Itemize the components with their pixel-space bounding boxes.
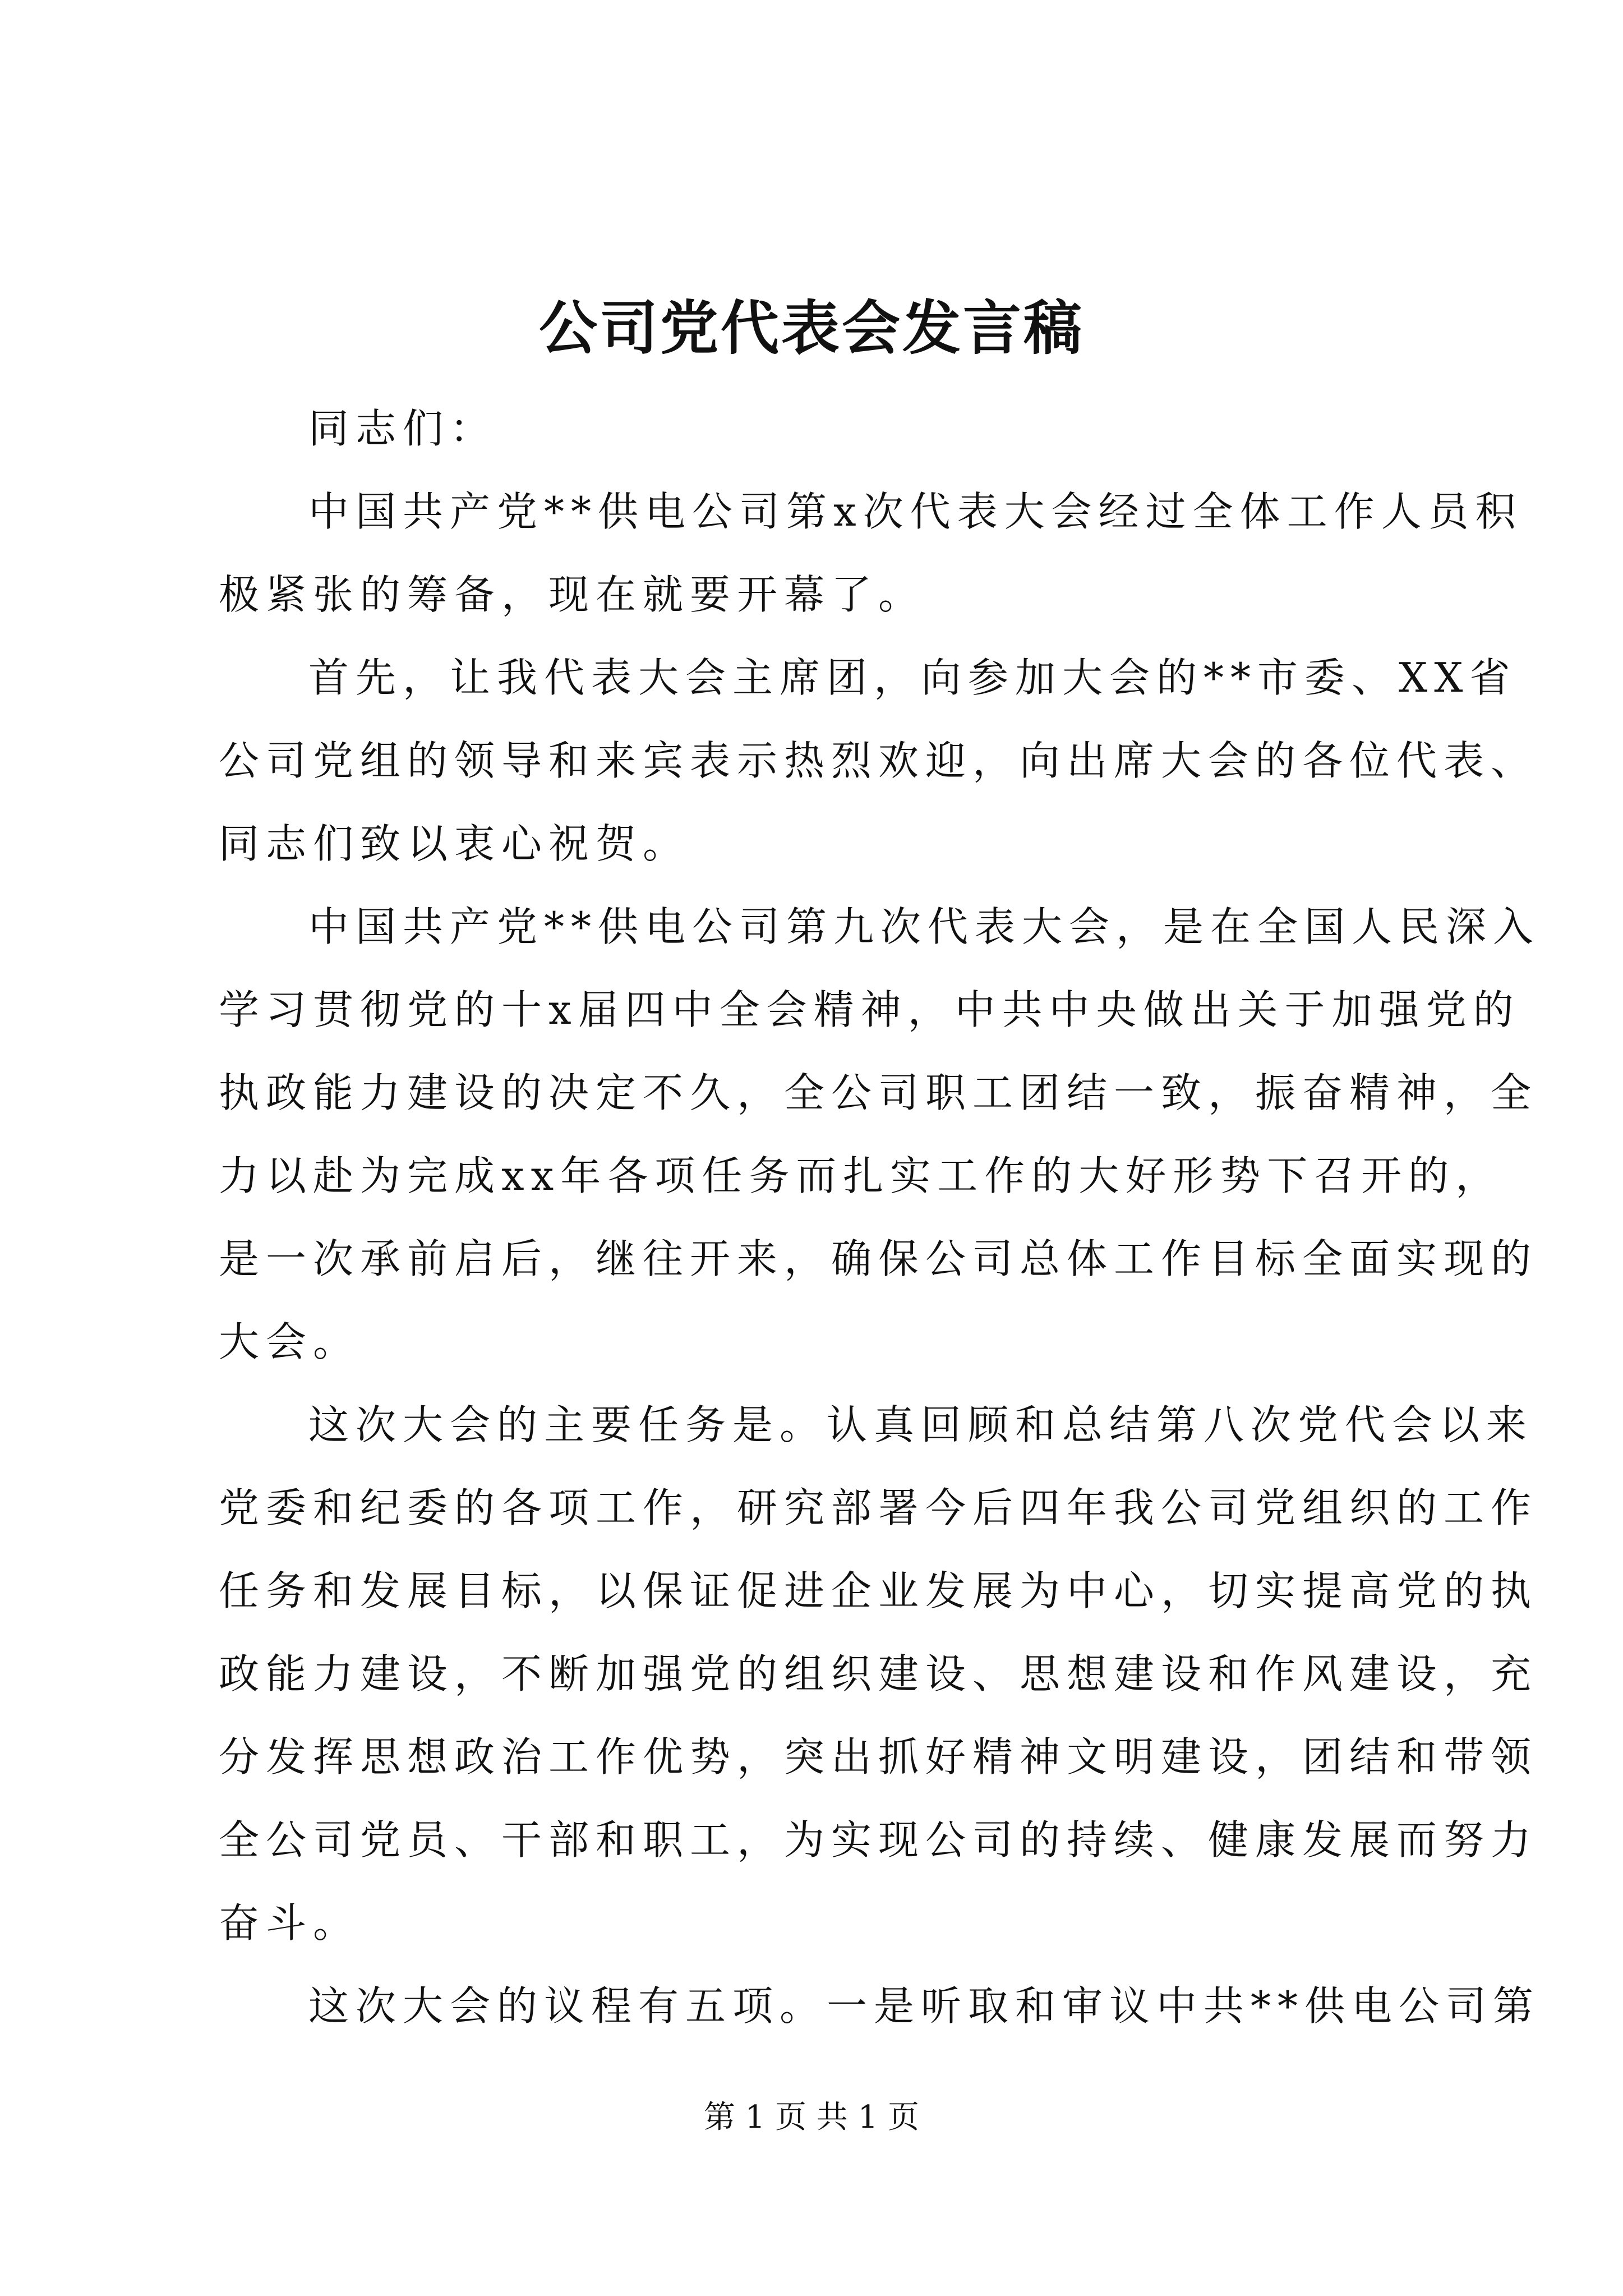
paragraph-line: 政能力建设，不断加强党的组织建设、思想建设和作风建设，充 [219,1650,1538,1697]
paragraph-line: 全公司党员、干部和职工，为实现公司的持续、健康发展而努力 [219,1816,1538,1864]
paragraph-line: 大会。 [219,1318,361,1365]
paragraph-line: 执政能力建设的决定不久，全公司职工团结一致，振奋精神，全 [219,1069,1538,1116]
paragraph-line: 中国共产党**供电公司第x次代表大会经过全体工作人员积 [308,488,1523,535]
document-body [219,387,1541,2047]
paragraph-line: 任务和发展目标，以保证促进企业发展为中心，切实提高党的执 [219,1567,1538,1614]
document-title: 公司党代表会发言稿 [538,293,1084,362]
paragraph-line: 同志们致以衷心祝贺。 [219,820,690,867]
paragraph-line: 分发挥思想政治工作优势，突出抓好精神文明建设，团结和带领 [219,1733,1538,1780]
paragraph-line: 是一次承前启后，继往开来，确保公司总体工作目标全面实现的 [219,1235,1538,1282]
page-number-footer: 第 1 页 共 1 页 [703,2099,920,2136]
paragraph-line: 力以赴为完成xx年各项任务而扎实工作的大好形势下召开的， [219,1152,1503,1199]
paragraph-line: 奋斗。 [219,1899,361,1947]
paragraph-line: 极紧张的筹备，现在就要开幕了。 [219,571,926,618]
paragraph-line: 公司党组的领导和来宾表示热烈欢迎，向出席大会的各位代表、 [219,737,1538,784]
paragraph-line: 党委和纪委的各项工作，研究部署今后四年我公司党组织的工作 [219,1484,1538,1531]
salutation-line: 同志们： [308,405,497,452]
paragraph-line: 这次大会的议程有五项。一是听取和审议中共**供电公司第 [308,1982,1541,2030]
paragraph-line: 这次大会的主要任务是。认真回顾和总结第八次党代会以来 [308,1401,1534,1448]
paragraph-line: 首先，让我代表大会主席团，向参加大会的**市委、XX省 [308,654,1517,701]
paragraph-line: 中国共产党**供电公司第九次代表大会，是在全国人民深入 [308,903,1541,950]
paragraph-line: 学习贯彻党的十x届四中全会精神，中共中央做出关于加强党的 [219,986,1520,1033]
